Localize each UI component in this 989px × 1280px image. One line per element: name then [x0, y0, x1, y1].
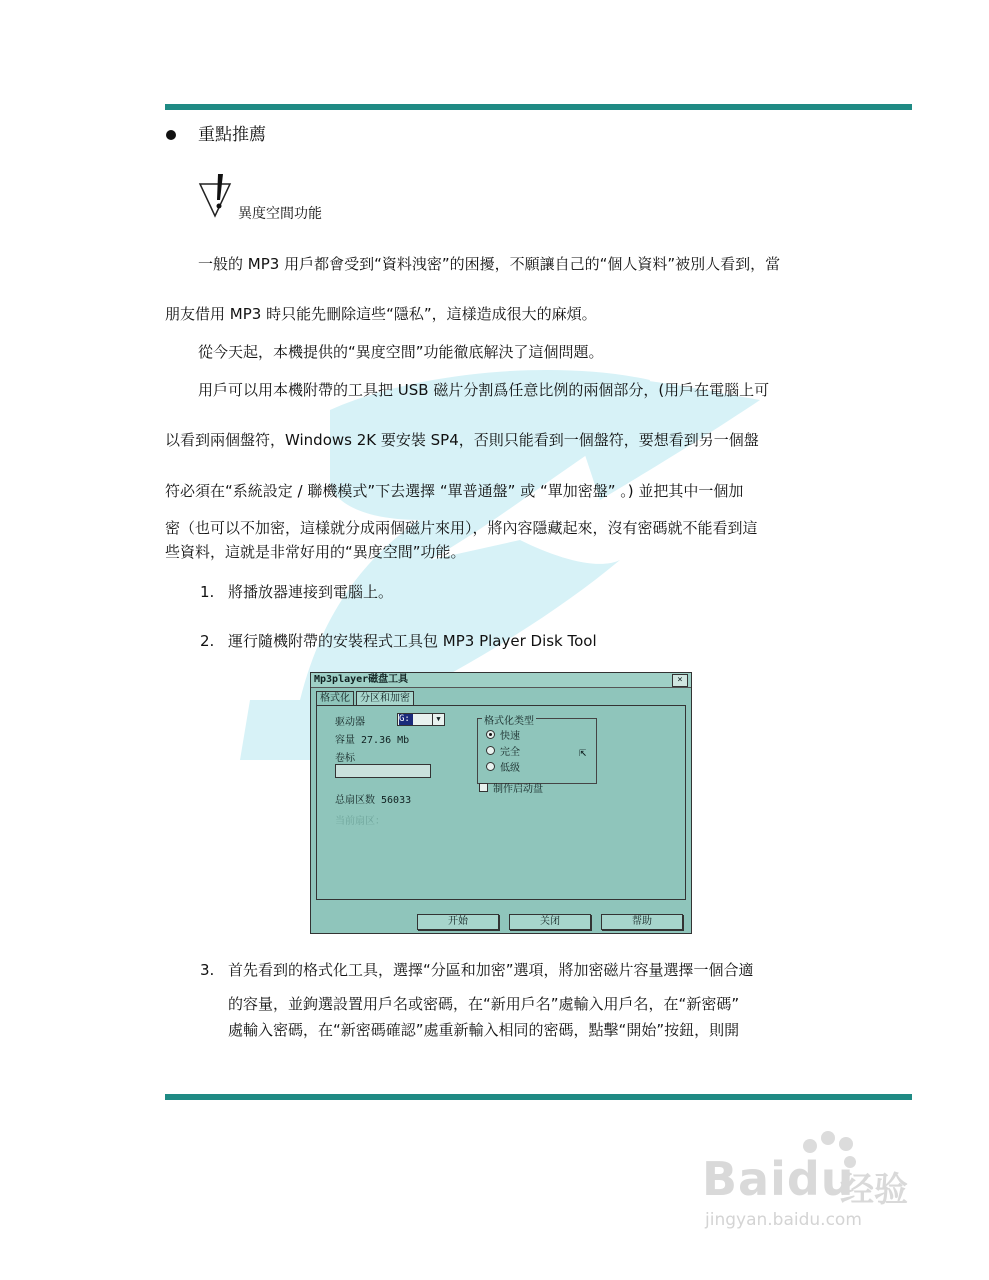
chevron-down-icon[interactable]: ▼ — [432, 714, 444, 725]
dialog-tabs — [316, 691, 416, 705]
start-button[interactable]: 开始 — [417, 914, 499, 930]
radio-quick[interactable] — [486, 730, 495, 739]
logo-bai: Bai — [702, 1152, 787, 1206]
step-text-cont: 的容量，並鉤選設置用戶名或密碼，在“新用戶名”處輸入用戶名，在“新密碼” — [228, 995, 740, 1013]
current-sector: 当前扇区： — [335, 816, 385, 827]
paragraph-line: 朋友借用 MP3 時只能先刪除這些“隱私”，這樣造成很大的麻煩。 — [165, 305, 597, 323]
option-quick: 快速 — [500, 731, 520, 742]
boot-disk-label: 制作启动盘 — [493, 784, 543, 795]
paragraph-line: 一般的 MP3 用戶都會受到“資料洩密”的困擾，不願讓自己的“個人資料”被別人看到，當 — [198, 255, 781, 273]
volume-label: 卷标 — [335, 753, 355, 764]
radio-low[interactable] — [486, 762, 495, 771]
help-button[interactable]: 帮助 — [601, 914, 683, 930]
drive-value: G: — [399, 714, 413, 725]
sector-count: 总扇区数 56033 — [335, 795, 412, 806]
step-number: 3. — [200, 961, 215, 979]
step-text: 將播放器連接到電腦上。 — [228, 583, 394, 601]
capacity-text: 容量 27.36 Mb — [335, 735, 410, 746]
disk-tool-dialog — [310, 672, 692, 934]
step-number: 2. — [200, 632, 215, 650]
step-text-cont: 處輸入密碼，在“新密碼確認”處重新輸入相同的密碼，點擊“開始”按鈕，則開 — [228, 1021, 740, 1039]
exclamation-triangle-icon — [198, 172, 238, 220]
close-icon[interactable]: × — [672, 674, 688, 687]
drive-select[interactable] — [397, 713, 445, 726]
boot-disk-checkbox[interactable] — [479, 783, 488, 792]
option-low: 低级 — [500, 763, 520, 774]
radio-full[interactable] — [486, 746, 495, 755]
step-text: 首先看到的格式化工具，選擇“分區和加密”選項，將加密磁片容量選擇一個合適 — [228, 961, 754, 979]
format-type-label: 格式化类型 — [482, 712, 536, 727]
tab-partition-encrypt[interactable]: 分区和加密 — [356, 691, 414, 705]
logo-du: du — [786, 1152, 855, 1206]
top-rule — [165, 104, 912, 110]
option-full: 完全 — [500, 747, 520, 758]
logo-cn: 经验 — [840, 1170, 908, 1210]
paragraph-line: 符必須在“系統設定 / 聯機模式”下去選擇 “單普通盤” 或 “單加密盤” 。) 並把其中一個加 — [165, 482, 744, 500]
logo-url: jingyan.baidu.com — [705, 1210, 862, 1230]
drive-label: 驱动器 — [335, 717, 365, 728]
paragraph-line: 以看到兩個盤符，Windows 2K 要安裝 SP4，否則只能看到一個盤符，要想看到另一個盤 — [165, 431, 759, 449]
logo-text — [702, 1152, 855, 1206]
section-heading: 重點推薦 — [198, 125, 266, 145]
tab-format[interactable]: 格式化 — [316, 691, 354, 705]
dialog-title: Mp3player磁盘工具 — [311, 673, 691, 688]
paragraph-line: 密（也可以不加密，這樣就分成兩個磁片來用），將內容隱藏起來，沒有密碼就不能看到這 — [165, 519, 758, 537]
mouse-cursor-icon: ⇱ — [579, 745, 587, 759]
note-label: 異度空間功能 — [238, 206, 322, 222]
paragraph-line: 些資料，這就是非常好用的“異度空間”功能。 — [165, 543, 466, 561]
bullet-dot — [166, 130, 176, 140]
volume-input[interactable] — [335, 764, 431, 778]
paragraph-line: 從今天起，本機提供的“異度空間”功能徹底解決了這個問題。 — [198, 343, 604, 361]
bottom-rule — [165, 1094, 912, 1100]
step-number: 1. — [200, 583, 215, 601]
close-button[interactable]: 关闭 — [509, 914, 591, 930]
paragraph-line: 用戶可以用本機附帶的工具把 USB 磁片分割爲任意比例的兩個部分，(用戶在電腦上可 — [198, 381, 770, 399]
step-text: 運行隨機附帶的安裝程式工具包 MP3 Player Disk Tool — [228, 632, 597, 650]
